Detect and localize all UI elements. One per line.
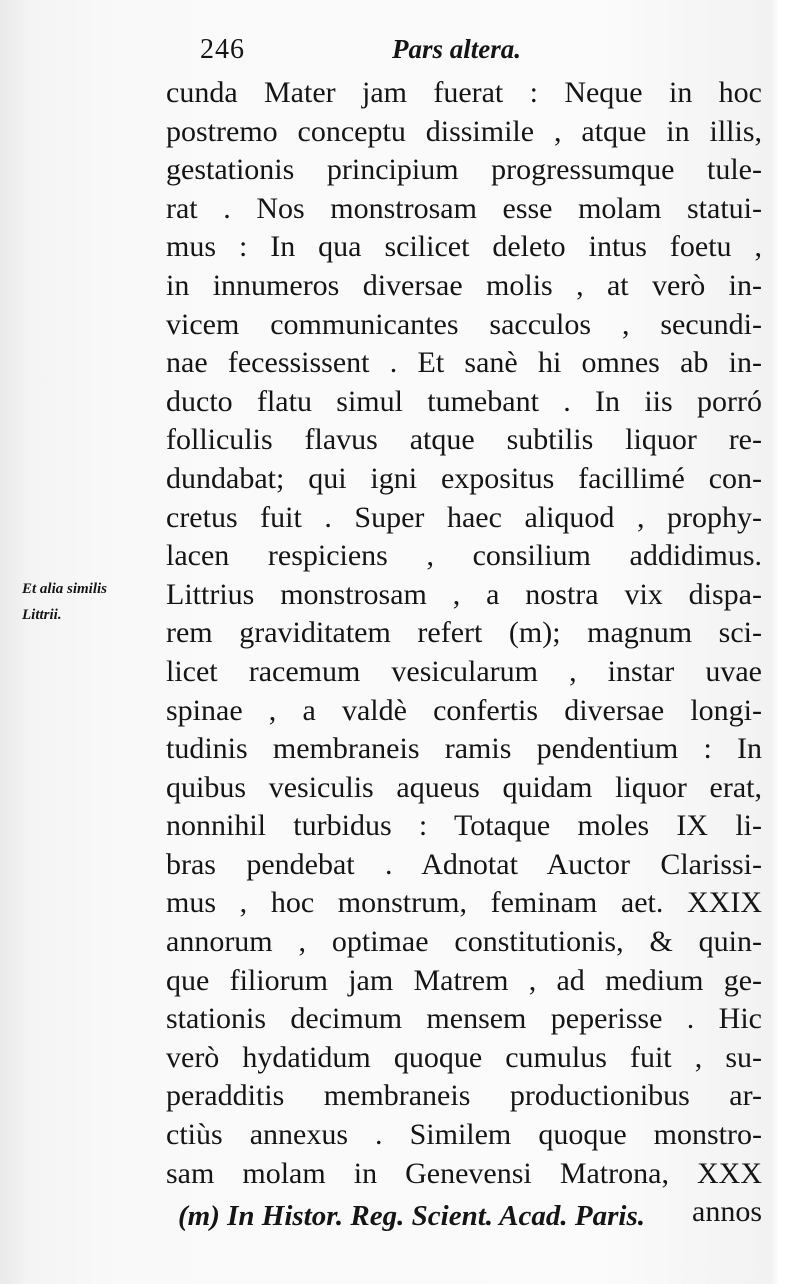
- page-number: 246: [200, 34, 245, 65]
- text-line: rat . Nos monstrosam esse molam statui-: [166, 191, 762, 225]
- text-line: mus : In qua scilicet deleto intus foetu ,: [166, 230, 762, 264]
- text-line: in innumeros diversae molis , at verò in-: [166, 268, 762, 302]
- text-line: que filiorum jam Matrem , ad medium ge-: [166, 963, 762, 997]
- footnote: (m) In Histor. Reg. Scient. Acad. Paris.: [178, 1200, 645, 1232]
- catchword: annos: [692, 1195, 762, 1229]
- text-line: Littrius monstrosam , a nostra vix dispa-: [166, 577, 762, 611]
- text-line: postremo conceptu dissimile , atque in illis,: [166, 114, 762, 148]
- page-header: [200, 30, 560, 70]
- margin-note-line: Et alia similis: [22, 581, 108, 597]
- text-line: mus , hoc monstrum, feminam aet. XXIX: [166, 886, 762, 920]
- text-line: spinae , a valdè confertis diversae longi-: [166, 693, 762, 727]
- text-line: folliculis flavus atque subtilis liquor re-: [166, 423, 762, 457]
- text-line: cretus fuit . Super haec aliquod , prophy-: [166, 500, 762, 534]
- running-head: Pars altera.: [392, 34, 522, 64]
- text-line: quibus vesiculis aqueus quidam liquor erat,: [166, 770, 762, 804]
- text-line: annorum , optimae constitutionis, & quin-: [166, 925, 762, 959]
- text-line: gestationis principium progressumque tule-: [166, 153, 762, 187]
- text-line: ctiùs annexus . Similem quoque monstro-: [166, 1118, 762, 1152]
- text-line: licet racemum vesicularum , instar uvae: [166, 654, 762, 688]
- margin-note-line: Littrii.: [22, 607, 62, 623]
- text-line: tudinis membraneis ramis pendentium : In: [166, 732, 762, 766]
- text-line: bras pendebat . Adnotat Auctor Clarissi-: [166, 847, 762, 881]
- body-text: [166, 74, 762, 1232]
- text-line: sam molam in Genevensi Matrona, XXX: [166, 1156, 762, 1190]
- text-line: vicem communicantes sacculos , secundi-: [166, 307, 762, 341]
- text-line: cunda Mater jam fuerat : Neque in hoc: [166, 76, 762, 109]
- text-line: nae fecessissent . Et sanè hi omnes ab in-: [166, 346, 762, 380]
- text-line: stationis decimum mensem peperisse . Hic: [166, 1002, 762, 1036]
- text-line: lacen respiciens , consilium addidimus.: [166, 539, 762, 573]
- margin-note: [22, 576, 162, 628]
- text-line: rem graviditatem refert (m); magnum sci-: [166, 616, 762, 650]
- text-line: verò hydatidum quoque cumulus fuit , su-: [166, 1040, 762, 1074]
- text-line: peradditis membraneis productionibus ar-: [166, 1079, 762, 1113]
- text-line: ducto flatu simul tumebant . In iis porró: [166, 384, 762, 418]
- text-line: nonnihil turbidus : Totaque moles IX li-: [166, 809, 762, 843]
- page-edge: [778, 0, 800, 1284]
- text-line: dundabat; qui igni expositus facillimé con-: [166, 461, 762, 495]
